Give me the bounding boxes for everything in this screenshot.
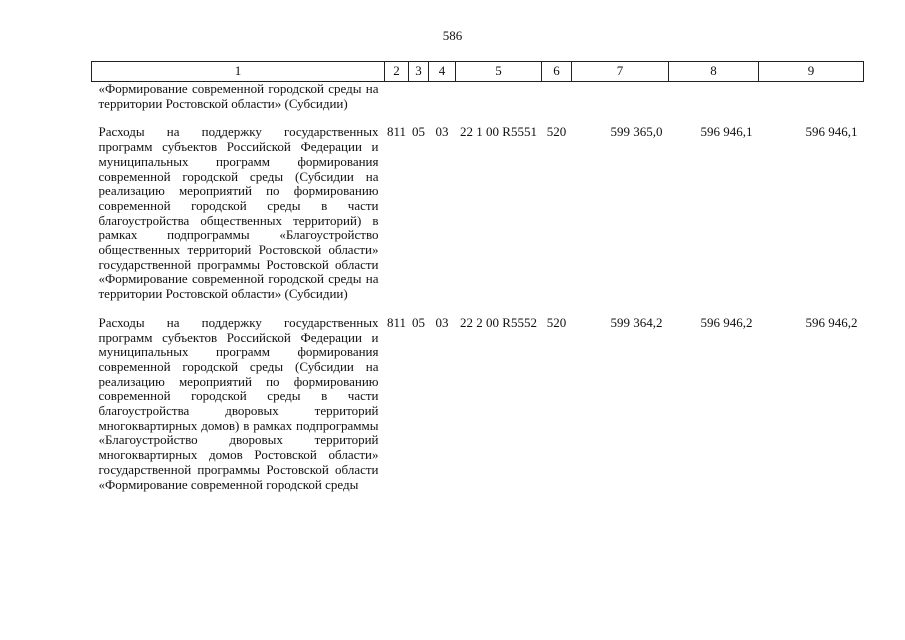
header-row	[92, 62, 864, 82]
row-description: «Формированиe современной городской среды на территории Ростовской области» (Субсидии)	[98, 81, 379, 111]
row-pr	[429, 82, 456, 112]
row-ved: 811	[386, 124, 407, 140]
row-rz: 05	[412, 124, 425, 140]
row-sum1: 599 364,2	[610, 314, 663, 330]
row-ved	[385, 82, 409, 112]
col-header-pr: 4	[429, 62, 456, 82]
row-sum3: 596 946,2	[805, 314, 858, 330]
col-header-description: 1	[92, 62, 385, 82]
row-pr: 03	[435, 314, 449, 330]
budget-table	[91, 61, 864, 492]
page-number: 586	[442, 28, 463, 43]
row-sum1: 599 365,0	[610, 124, 663, 140]
col-header-csr: 5	[456, 62, 542, 82]
col-header-vr: 6	[542, 62, 572, 82]
row-csr: 22 2 00 R5552	[460, 314, 537, 330]
row-rz: 05	[412, 314, 425, 330]
row-ved: 811	[386, 314, 407, 330]
row-spacer	[92, 111, 864, 125]
col-header-ved: 2	[385, 62, 409, 82]
row-description: Расходы на поддержку государственных программ субъектов Российской Федерации и муниципальных программ формирования современной городской среды (Субсидии на реализацию мероприятий по формированию современной городской среды в части благоустройства общественных территорий) в рамках подпрограммы «Благоустройство общественных территорий Ростовской области» государственной программы Ростовской области «Формирование современной городской среды на территории Ростовской области» (Субсидии)	[98, 124, 379, 302]
row-pr: 03	[435, 124, 449, 140]
table-row	[92, 316, 864, 492]
row-description: Расходы на поддержку государственных программ субъектов Российской Федерации и муниципальных программ формирования современной городской среды (Субсидии на реализацию мероприятий по формированию современной городской среды в части благоустройства дворовых территорий многоквартирных домов) в рамках подпрограммы «Благоустройство дворовых территорий многоквартирных домов Ростовской области» государственной программы Ростовской области «Формирование современной городской среды	[98, 314, 379, 492]
row-sum3: 596 946,1	[805, 124, 858, 140]
col-header-sum1: 7	[572, 62, 669, 82]
row-vr: 520	[546, 314, 567, 330]
row-sum3	[759, 82, 864, 112]
row-rz	[409, 82, 429, 112]
row-vr: 520	[546, 124, 567, 140]
row-sum1	[572, 82, 669, 112]
col-header-rz: 3	[409, 62, 429, 82]
row-spacer	[92, 302, 864, 316]
row-sum2	[669, 82, 759, 112]
row-vr	[542, 82, 572, 112]
col-header-sum2: 8	[669, 62, 759, 82]
table-row	[92, 82, 864, 112]
row-sum2: 596 946,2	[700, 314, 753, 330]
row-sum2: 596 946,1	[700, 124, 753, 140]
col-header-sum3: 9	[759, 62, 864, 82]
row-csr: 22 1 00 R5551	[460, 124, 537, 140]
table-row	[92, 125, 864, 301]
row-csr	[456, 82, 542, 112]
